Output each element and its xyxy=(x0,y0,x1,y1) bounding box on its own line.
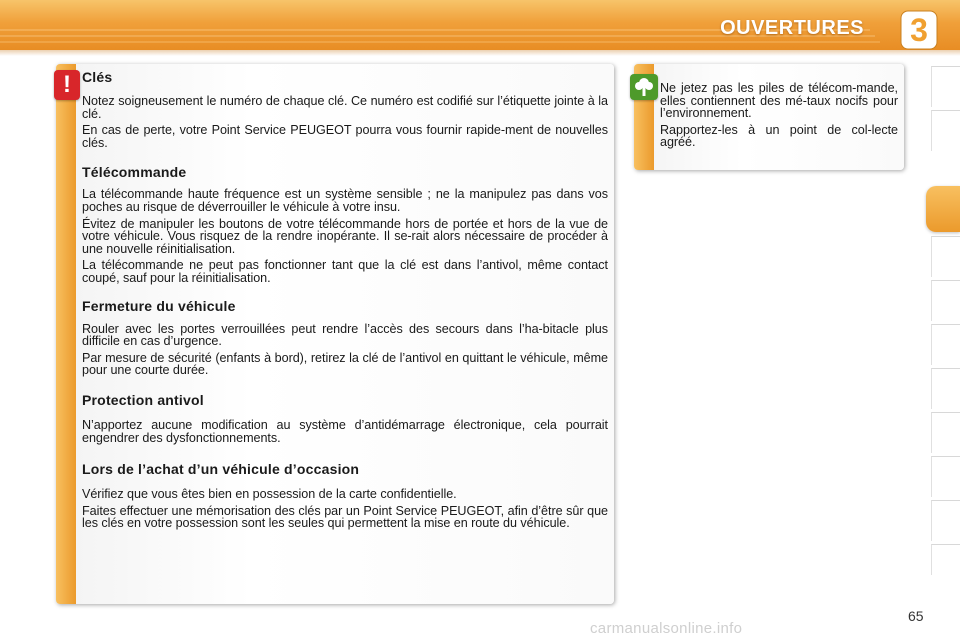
section-title: Clés xyxy=(82,69,113,85)
page-number: 65 xyxy=(908,608,924,624)
paragraph: Évitez de manipuler les boutons de votre télécommande hors de portée et hors de la vue de votre véhicule. Vous risquez de la rendre inopérante. Il se-rait alors nécessaire de procéder à une nouvelle réinitialisation. xyxy=(82,216,608,256)
paragraph: Ne jetez pas les piles de télécom-mande, elles contiennent des mé-taux nocifs pour l’environnement. xyxy=(660,81,898,121)
warning-box xyxy=(56,64,614,604)
section-title: Lors de l’achat d’un véhicule d’occasion xyxy=(82,461,360,478)
paragraph: En cas de perte, votre Point Service PEUGEOT pourra vous fournir rapide-ment de nouvelles clés. xyxy=(82,123,608,150)
paragraph: La télécommande haute fréquence est un système sensible ; ne la manipulez pas dans vos poches au risque de déverrouiller le véhicule à votre insu. xyxy=(82,187,608,214)
chapter-tab[interactable] xyxy=(931,66,960,107)
chapter-number: 3 xyxy=(910,12,928,48)
paragraph: N’apportez aucune modification au système d’antidémarrage électronique, cela pourrait engendrer des dysfonctionnements. xyxy=(82,417,608,445)
tree-eco-icon xyxy=(630,74,658,100)
paragraph: Par mesure de sécurité (enfants à bord), retirez la clé de l’antivol en quittant le véhicule, même pour une courte durée. xyxy=(82,350,608,378)
chapter-tab-active[interactable] xyxy=(926,186,960,232)
chapter-tab[interactable] xyxy=(931,110,960,151)
watermark: carmanualsonline.info xyxy=(590,620,743,637)
warning-content xyxy=(82,68,608,530)
chapter-title: OUVERTURES xyxy=(720,17,864,39)
chapter-badge xyxy=(900,10,938,50)
section-title: Protection antivol xyxy=(82,391,204,408)
environment-box xyxy=(634,64,904,170)
chapter-tab[interactable] xyxy=(931,368,960,409)
exclamation-warning-icon: ! xyxy=(54,70,80,100)
chapter-tab[interactable] xyxy=(931,412,960,453)
chapter-tab[interactable] xyxy=(931,324,960,365)
section-title: Fermeture du véhicule xyxy=(82,297,236,314)
paragraph: Vérifiez que vous êtes bien en possession de la carte confidentielle. xyxy=(82,487,457,502)
paragraph: Rapportez-les à un point de col-lecte agréé. xyxy=(660,122,898,150)
chapter-tab[interactable] xyxy=(931,236,960,277)
paragraph: La télécommande ne peut pas fonctionner tant que la clé est dans l’antivol, même contact coupé, sauf pour la réinitialisation. xyxy=(82,258,608,285)
tree-icon-glyph xyxy=(630,74,658,100)
environment-content xyxy=(660,82,898,149)
chapter-tabs xyxy=(930,66,960,576)
chapter-tab[interactable] xyxy=(931,280,960,321)
paragraph: Faites effectuer une mémorisation des clés par un Point Service PEUGEOT, afin d’être sûr que les clés en votre possession sont les seules qui permettent la mise en route du véhicule. xyxy=(82,503,608,531)
paragraph: Notez soigneusement le numéro de chaque clé. Ce numéro est codifié sur l’étiquette jointe à la clé. xyxy=(82,94,608,121)
chapter-tab[interactable] xyxy=(931,544,960,575)
box-accent-bar xyxy=(56,64,76,604)
chapter-tab[interactable] xyxy=(931,456,960,497)
section-title: Télécommande xyxy=(82,164,187,181)
chapter-tab[interactable] xyxy=(931,500,960,541)
paragraph: Rouler avec les portes verrouillées peut rendre l’accès des secours dans l’ha-bitacle plus difficile en cas d’urgence. xyxy=(82,321,608,349)
